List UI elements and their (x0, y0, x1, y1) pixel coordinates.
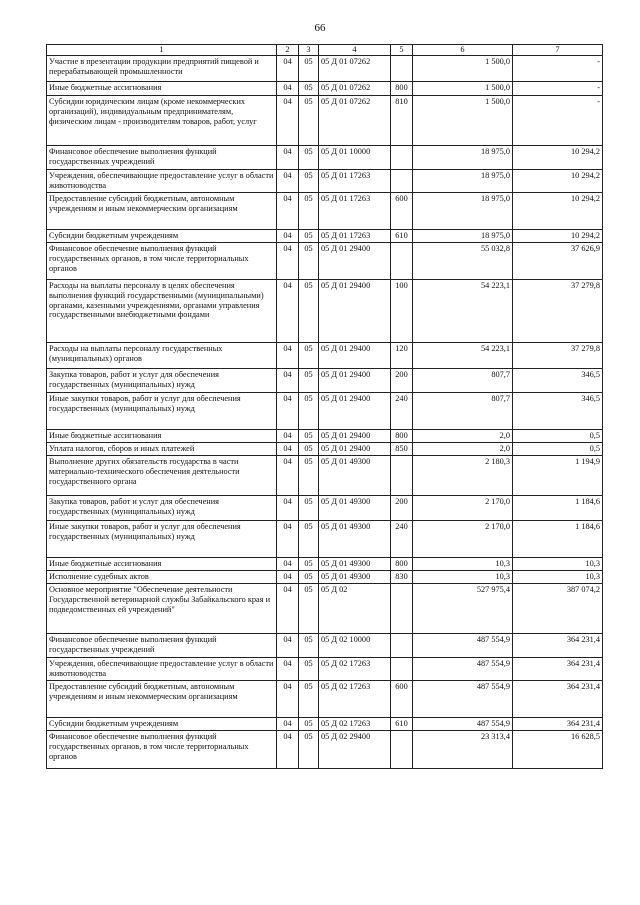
target-article-code: 05 Д 01 29400 (319, 443, 391, 456)
column-header: 7 (513, 45, 603, 56)
subsection-code: 05 (299, 343, 319, 369)
table-row (47, 681, 603, 718)
row-description: Предоставление субсидий бюджетным, автономным учреждениям и иным некоммерческим организациям (47, 193, 277, 230)
amount-executed: 10 294,2 (513, 230, 603, 243)
row-description: Участие в презентации продукции предприятий пищевой и перерабатывающей промышленности (47, 56, 277, 82)
row-description: Учреждения, обеспечивающие предоставление услуг в области животноводства (47, 170, 277, 193)
column-header: 6 (413, 45, 513, 56)
table-row (47, 456, 603, 496)
expense-type-code (391, 731, 413, 769)
subsection-code: 05 (299, 82, 319, 96)
section-code: 04 (277, 456, 299, 496)
subsection-code: 05 (299, 584, 319, 634)
column-header: 4 (319, 45, 391, 56)
subsection-code: 05 (299, 496, 319, 521)
table-row (47, 430, 603, 443)
target-article-code: 05 Д 01 10000 (319, 146, 391, 170)
expense-type-code (391, 170, 413, 193)
section-code: 04 (277, 658, 299, 681)
table-row (47, 82, 603, 96)
section-code: 04 (277, 243, 299, 280)
amount-executed: 364 231,4 (513, 634, 603, 658)
budget-table (46, 44, 603, 769)
expense-type-code: 800 (391, 558, 413, 571)
column-header: 5 (391, 45, 413, 56)
amount-planned: 18 975,0 (413, 230, 513, 243)
amount-planned: 487 554,9 (413, 658, 513, 681)
expense-type-code (391, 243, 413, 280)
target-article-code: 05 Д 02 17263 (319, 658, 391, 681)
amount-planned: 1 500,0 (413, 82, 513, 96)
amount-planned: 54 223,1 (413, 343, 513, 369)
amount-executed: - (513, 56, 603, 82)
amount-executed: 1 184,6 (513, 496, 603, 521)
row-description: Субсидии юридическим лицам (кроме некоммерческих организаций), индивидуальным предпринимателям, физическим лицам - производителям товаров, работ, услуг (47, 96, 277, 146)
subsection-code: 05 (299, 146, 319, 170)
row-description: Субсидии бюджетным учреждениям (47, 718, 277, 731)
column-header: 1 (47, 45, 277, 56)
amount-planned: 10,3 (413, 558, 513, 571)
table-row (47, 658, 603, 681)
amount-executed: 1 194,9 (513, 456, 603, 496)
row-description: Иные бюджетные ассигнования (47, 430, 277, 443)
expense-type-code: 200 (391, 369, 413, 393)
subsection-code: 05 (299, 658, 319, 681)
table-row (47, 558, 603, 571)
section-code: 04 (277, 280, 299, 343)
amount-planned: 18 975,0 (413, 146, 513, 170)
target-article-code: 05 Д 01 07262 (319, 96, 391, 146)
subsection-code: 05 (299, 230, 319, 243)
amount-planned: 807,7 (413, 369, 513, 393)
table-row (47, 443, 603, 456)
expense-type-code (391, 658, 413, 681)
page-number: 66 (314, 22, 326, 34)
row-description: Иные бюджетные ассигнования (47, 82, 277, 96)
section-code: 04 (277, 230, 299, 243)
section-code: 04 (277, 193, 299, 230)
target-article-code: 05 Д 01 07262 (319, 56, 391, 82)
expense-type-code: 600 (391, 681, 413, 718)
section-code: 04 (277, 443, 299, 456)
target-article-code: 05 Д 02 17263 (319, 681, 391, 718)
target-article-code: 05 Д 01 49300 (319, 496, 391, 521)
section-code: 04 (277, 369, 299, 393)
section-code: 04 (277, 634, 299, 658)
target-article-code: 05 Д 01 17263 (319, 193, 391, 230)
row-description: Исполнение судебных актов (47, 571, 277, 584)
row-description: Основное мероприятие "Обеспечение деятельности Государственной ветеринарной службы Забайкальского края и подведомственных ей учреждений" (47, 584, 277, 634)
subsection-code: 05 (299, 558, 319, 571)
expense-type-code: 240 (391, 393, 413, 430)
row-description: Иные закупки товаров, работ и услуг для обеспечения государственных (муниципальных) нужд (47, 521, 277, 558)
section-code: 04 (277, 521, 299, 558)
expense-type-code: 120 (391, 343, 413, 369)
table-row (47, 521, 603, 558)
amount-executed: 364 231,4 (513, 718, 603, 731)
amount-executed: 1 184,6 (513, 521, 603, 558)
amount-planned: 1 500,0 (413, 96, 513, 146)
amount-executed: 10 294,2 (513, 170, 603, 193)
expense-type-code (391, 456, 413, 496)
column-header: 3 (299, 45, 319, 56)
section-code: 04 (277, 96, 299, 146)
expense-type-code: 610 (391, 718, 413, 731)
amount-planned: 55 032,8 (413, 243, 513, 280)
table-row (47, 393, 603, 430)
target-article-code: 05 Д 01 29400 (319, 343, 391, 369)
expense-type-code: 810 (391, 96, 413, 146)
expense-type-code: 850 (391, 443, 413, 456)
amount-executed: 10 294,2 (513, 146, 603, 170)
amount-planned: 18 975,0 (413, 193, 513, 230)
target-article-code: 05 Д 01 49300 (319, 571, 391, 584)
amount-executed: 10 294,2 (513, 193, 603, 230)
target-article-code: 05 Д 01 07262 (319, 82, 391, 96)
target-article-code: 05 Д 01 29400 (319, 369, 391, 393)
expense-type-code (391, 584, 413, 634)
table-row (47, 193, 603, 230)
amount-planned: 10,3 (413, 571, 513, 584)
amount-planned: 487 554,9 (413, 681, 513, 718)
amount-executed: 37 279,8 (513, 343, 603, 369)
column-header: 2 (277, 45, 299, 56)
expense-type-code: 600 (391, 193, 413, 230)
target-article-code: 05 Д 02 10000 (319, 634, 391, 658)
header-row (47, 45, 603, 56)
target-article-code: 05 Д 02 17263 (319, 718, 391, 731)
subsection-code: 05 (299, 634, 319, 658)
table-row (47, 731, 603, 769)
table-row (47, 230, 603, 243)
subsection-code: 05 (299, 56, 319, 82)
section-code: 04 (277, 170, 299, 193)
target-article-code: 05 Д 01 29400 (319, 393, 391, 430)
amount-planned: 23 313,4 (413, 731, 513, 769)
amount-executed: 387 074,2 (513, 584, 603, 634)
table-row (47, 243, 603, 280)
section-code: 04 (277, 343, 299, 369)
expense-type-code: 200 (391, 496, 413, 521)
subsection-code: 05 (299, 170, 319, 193)
row-description: Предоставление субсидий бюджетным, автономным учреждениям и иным некоммерческим организациям (47, 681, 277, 718)
table-row (47, 634, 603, 658)
amount-executed: 16 628,5 (513, 731, 603, 769)
amount-planned: 2 180,3 (413, 456, 513, 496)
expense-type-code: 800 (391, 430, 413, 443)
row-description: Иные закупки товаров, работ и услуг для обеспечения государственных (муниципальных) нужд (47, 393, 277, 430)
row-description: Финансовое обеспечение выполнения функций государственных органов, в том числе территориальных органов (47, 731, 277, 769)
amount-planned: 2,0 (413, 443, 513, 456)
section-code: 04 (277, 558, 299, 571)
table-row (47, 496, 603, 521)
target-article-code: 05 Д 01 49300 (319, 456, 391, 496)
section-code: 04 (277, 56, 299, 82)
row-description: Расходы на выплаты персоналу государственных (муниципальных) органов (47, 343, 277, 369)
subsection-code: 05 (299, 193, 319, 230)
expense-type-code (391, 634, 413, 658)
section-code: 04 (277, 681, 299, 718)
amount-planned: 54 223,1 (413, 280, 513, 343)
row-description: Учреждения, обеспечивающие предоставление услуг в области животноводства (47, 658, 277, 681)
row-description: Финансовое обеспечение выполнения функций государственных органов, в том числе территориальных органов (47, 243, 277, 280)
table-row (47, 718, 603, 731)
amount-executed: 0,5 (513, 443, 603, 456)
table-row (47, 146, 603, 170)
subsection-code: 05 (299, 430, 319, 443)
subsection-code: 05 (299, 571, 319, 584)
amount-planned: 807,7 (413, 393, 513, 430)
amount-executed: 10,3 (513, 558, 603, 571)
subsection-code: 05 (299, 96, 319, 146)
expense-type-code: 800 (391, 82, 413, 96)
subsection-code: 05 (299, 280, 319, 343)
row-description: Иные бюджетные ассигнования (47, 558, 277, 571)
row-description: Субсидии бюджетным учреждениям (47, 230, 277, 243)
amount-executed: 37 279,8 (513, 280, 603, 343)
amount-planned: 2 170,0 (413, 521, 513, 558)
target-article-code: 05 Д 01 29400 (319, 280, 391, 343)
amount-planned: 527 975,4 (413, 584, 513, 634)
table-row (47, 571, 603, 584)
section-code: 04 (277, 571, 299, 584)
section-code: 04 (277, 146, 299, 170)
expense-type-code: 830 (391, 571, 413, 584)
target-article-code: 05 Д 02 (319, 584, 391, 634)
row-description: Выполнение других обязательств государства в части материально-технического обеспечения деятельности государственного органа (47, 456, 277, 496)
row-description: Финансовое обеспечение выполнения функций государственных учреждений (47, 146, 277, 170)
expense-type-code: 100 (391, 280, 413, 343)
amount-executed: 10,3 (513, 571, 603, 584)
table-row (47, 584, 603, 634)
table-row (47, 280, 603, 343)
expense-type-code: 610 (391, 230, 413, 243)
section-code: 04 (277, 584, 299, 634)
subsection-code: 05 (299, 243, 319, 280)
subsection-code: 05 (299, 443, 319, 456)
row-description: Закупка товаров, работ и услуг для обеспечения государственных (муниципальных) нужд (47, 369, 277, 393)
amount-planned: 1 500,0 (413, 56, 513, 82)
target-article-code: 05 Д 01 49300 (319, 558, 391, 571)
target-article-code: 05 Д 01 29400 (319, 430, 391, 443)
table-row (47, 170, 603, 193)
amount-planned: 18 975,0 (413, 170, 513, 193)
amount-executed: 0,5 (513, 430, 603, 443)
table-body (47, 56, 603, 769)
row-description: Закупка товаров, работ и услуг для обеспечения государственных (муниципальных) нужд (47, 496, 277, 521)
expense-type-code (391, 146, 413, 170)
amount-planned: 2 170,0 (413, 496, 513, 521)
subsection-code: 05 (299, 718, 319, 731)
expense-type-code (391, 56, 413, 82)
section-code: 04 (277, 393, 299, 430)
amount-executed: 364 231,4 (513, 681, 603, 718)
section-code: 04 (277, 718, 299, 731)
subsection-code: 05 (299, 731, 319, 769)
subsection-code: 05 (299, 681, 319, 718)
amount-executed: - (513, 82, 603, 96)
target-article-code: 05 Д 01 29400 (319, 243, 391, 280)
subsection-code: 05 (299, 456, 319, 496)
amount-executed: 37 626,9 (513, 243, 603, 280)
amount-planned: 2,0 (413, 430, 513, 443)
table-row (47, 369, 603, 393)
table-row (47, 56, 603, 82)
target-article-code: 05 Д 01 17263 (319, 170, 391, 193)
amount-planned: 487 554,9 (413, 634, 513, 658)
section-code: 04 (277, 430, 299, 443)
expense-type-code: 240 (391, 521, 413, 558)
subsection-code: 05 (299, 521, 319, 558)
row-description: Уплата налогов, сборов и иных платежей (47, 443, 277, 456)
section-code: 04 (277, 496, 299, 521)
section-code: 04 (277, 82, 299, 96)
target-article-code: 05 Д 01 49300 (319, 521, 391, 558)
target-article-code: 05 Д 01 17263 (319, 230, 391, 243)
amount-executed: - (513, 96, 603, 146)
row-description: Расходы на выплаты персоналу в целях обеспечения выполнения функций государственными (муниципальными) органами, казенными учреждениями, органами управления государственными внебюджетными фондами (47, 280, 277, 343)
amount-executed: 346,5 (513, 369, 603, 393)
section-code: 04 (277, 731, 299, 769)
table-row (47, 343, 603, 369)
row-description: Финансовое обеспечение выполнения функций государственных учреждений (47, 634, 277, 658)
amount-planned: 487 554,9 (413, 718, 513, 731)
table-row (47, 96, 603, 146)
subsection-code: 05 (299, 369, 319, 393)
amount-executed: 346,5 (513, 393, 603, 430)
subsection-code: 05 (299, 393, 319, 430)
target-article-code: 05 Д 02 29400 (319, 731, 391, 769)
amount-executed: 364 231,4 (513, 658, 603, 681)
